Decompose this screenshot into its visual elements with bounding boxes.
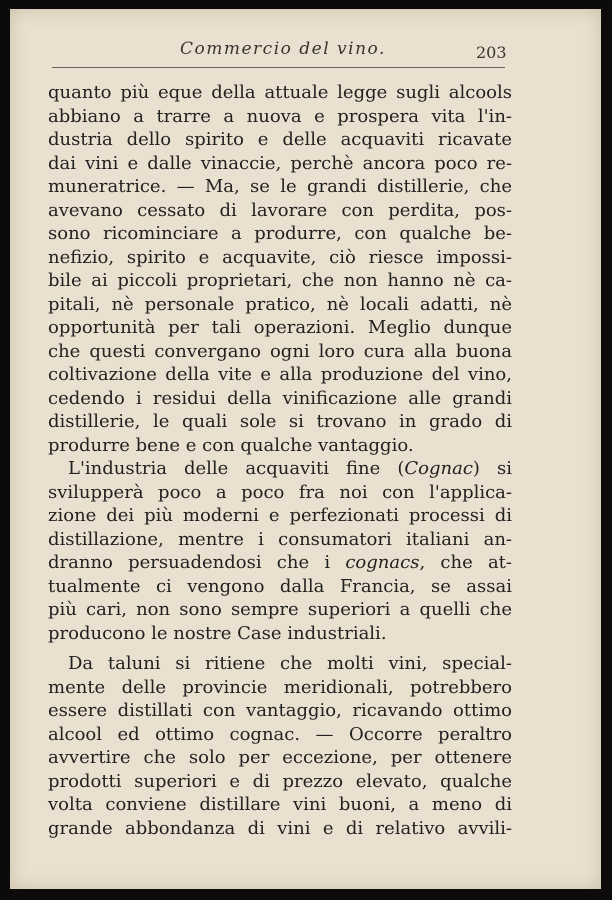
text-line: avevano cessato di lavorare con perdita, pos-	[48, 199, 512, 221]
text-line: distillerie, le quali sole si trovano in grado di	[48, 411, 512, 432]
paragraph-2	[48, 457, 512, 645]
text-line: coltivazione della vite e alla produzione del vino,	[48, 364, 512, 385]
text-line: dai vini e dalle vinaccie, perchè ancora poco re-	[48, 152, 512, 174]
text-segment: L'industria delle acquaviti fine (	[68, 458, 405, 479]
text-line: svilupperà poco a poco fra noi con l'applica-	[48, 481, 512, 503]
text-line: prodotti superiori e di prezzo elevato, qualche	[48, 770, 512, 792]
text-line: alcool ed ottimo cognac. — Occorre peraltro	[48, 723, 512, 745]
running-title: Commercio del vino.	[180, 39, 386, 59]
italic-term: Cognac	[404, 458, 473, 479]
book-page	[10, 9, 601, 889]
text-line: essere distillati con vantaggio, ricavando ottimo	[48, 700, 512, 721]
text-line: opportunità per tali operazioni. Meglio dunque	[48, 317, 512, 338]
text-line: sono ricominciare a produrre, con qualche be-	[48, 223, 512, 244]
text-line: zione dei più moderni e perfezionati processi di	[48, 505, 512, 526]
text-line: nefizio, spirito e acquavite, ciò riesce impossi-	[48, 246, 512, 268]
text-line: mente delle provincie meridionali, potrebbero	[48, 676, 512, 698]
text-line: abbiano a trarre a nuova e prospera vita l'in-	[48, 105, 512, 127]
text-line: quanto più eque della attuale legge sugli alcools	[48, 82, 512, 103]
text-line: bile ai piccoli proprietari, che non hanno nè ca-	[48, 270, 512, 291]
text-line: Da taluni si ritiene che molti vini, special-	[68, 653, 512, 674]
page-number: 203	[476, 43, 507, 62]
header-rule	[52, 67, 505, 68]
italic-term: cognacs	[345, 552, 420, 573]
text-line: producono le nostre Case industriali.	[48, 622, 387, 644]
text-line: produrre bene e con qualche vantaggio.	[48, 434, 414, 456]
text-line: dustria dello spirito e delle acquaviti ricavate	[48, 129, 512, 150]
text-segment: dranno persuadendosi che i	[48, 552, 346, 573]
text-line: distillazione, mentre i consumatori italiani an-	[48, 528, 512, 550]
text-line	[48, 551, 512, 575]
text-line	[48, 457, 512, 481]
text-line: muneratrice. — Ma, se le grandi distillerie, che	[48, 176, 512, 197]
text-segment: , che at-	[419, 552, 512, 573]
text-line: avvertire che solo per eccezione, per ottenere	[48, 747, 512, 768]
paragraph-1	[48, 81, 512, 457]
page-header	[10, 39, 601, 69]
text-line: più cari, non sono sempre superiori a quelli che	[48, 599, 512, 620]
text-line: cedendo i residui della vinificazione alle grandi	[48, 387, 512, 409]
paragraph-3	[48, 652, 512, 840]
body-text	[48, 81, 512, 840]
text-line: pitali, nè personale pratico, nè locali adatti, nè	[48, 293, 512, 315]
text-line: tualmente ci vengono dalla Francia, se assai	[48, 575, 512, 597]
text-segment: ) si	[472, 458, 512, 479]
text-line: che questi convergano ogni loro cura alla buona	[48, 340, 512, 362]
text-line: grande abbondanza di vini e di relativo avvili-	[48, 817, 512, 839]
text-line: volta conviene distillare vini buoni, a meno di	[48, 794, 512, 815]
paragraph-gap	[48, 645, 512, 652]
